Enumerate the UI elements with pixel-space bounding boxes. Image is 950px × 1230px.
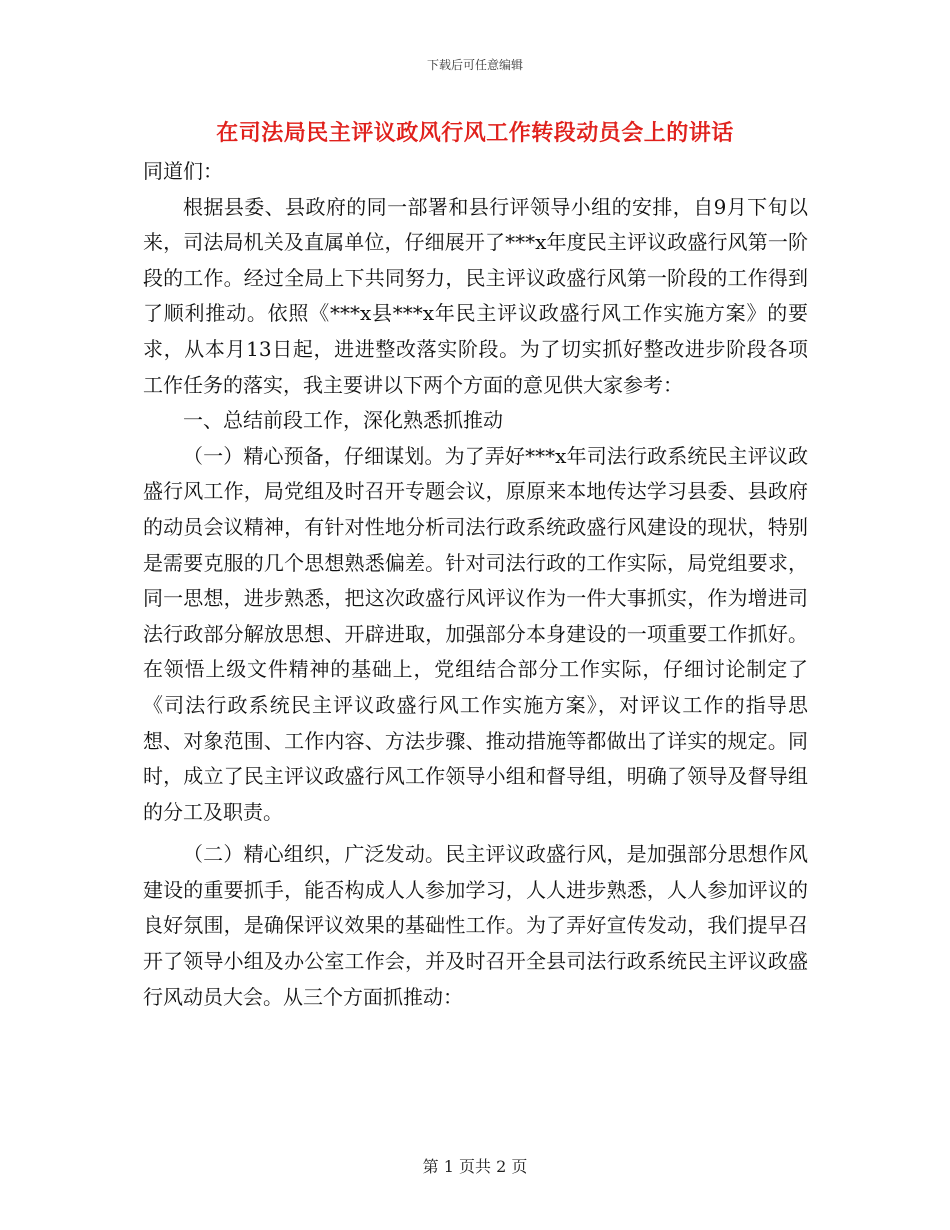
page-header-note: 下载后可任意编辑 [426, 58, 523, 72]
paragraph-organization: （二）精心组织，广泛发动。民主评议政盛行风，是加强部分思想作风建设的重要抓手，能否构成人人参加学习，人人进步熟悉，人人参加评议的良好氛围，是确保评议效果的基础性工作。为了弄好宣传发动，我们提早召开了领导小组及办公室工作会，并及时召开全县司法行政系统民主评议政盛行风动员大会。从三个方面抓推动： [143, 842, 808, 1009]
section-heading-1: 一、总结前段工作，深化熟悉抓推动 [183, 408, 503, 433]
salutation: 同道们： [143, 159, 223, 183]
document-body [143, 154, 808, 1015]
document-title: 在司法局民主评议政风行风工作转段动员会上的讲话 [216, 120, 734, 146]
page-footer: 第 1 页共 2 页 [422, 1157, 528, 1176]
paragraph-intro: 根据县委、县政府的同一部署和县行评领导小组的安排，自9月下旬以来，司法局机关及直属单位，仔细展开了***x年度民主评议政盛行风第一阶段的工作。经过全局上下共同努力，民主评议政盛行风第一阶段的工作得到了顺利推动。依照《***x县***x年民主评议政盛行风工作实施方案》的要求，从本月13日起，进进整改落实阶段。为了切实抓好整改进步阶段各项工作任务的落实，我主要讲以下两个方面的意见供大家参考： [143, 194, 808, 397]
paragraph-preparation: （一）精心预备，仔细谋划。为了弄好***x年司法行政系统民主评议政盛行风工作，局党组及时召开专题会议，原原来本地传达学习县委、县政府的动员会议精神，有针对性地分析司法行政系统政盛行风建设的现状，特别是需要克服的几个思想熟悉偏差。针对司法行政的工作实际，局党组要求，同一思想，进步熟悉，把这次政盛行风评议作为一件大事抓实，作为增进司法行政部分解放思想、开辟进取，加强部分本身建设的一项重要工作抓好。在领悟上级文件精神的基础上，党组结合部分工作实际，仔细讨论制定了《司法行政系统民主评议政盛行风工作实施方案》，对评议工作的指导思想、对象范围、工作内容、方法步骤、推动措施等都做出了详实的规定。同时，成立了民主评议政盛行风工作领导小组和督导组，明确了领导及督导组的分工及职责。 [143, 443, 808, 824]
